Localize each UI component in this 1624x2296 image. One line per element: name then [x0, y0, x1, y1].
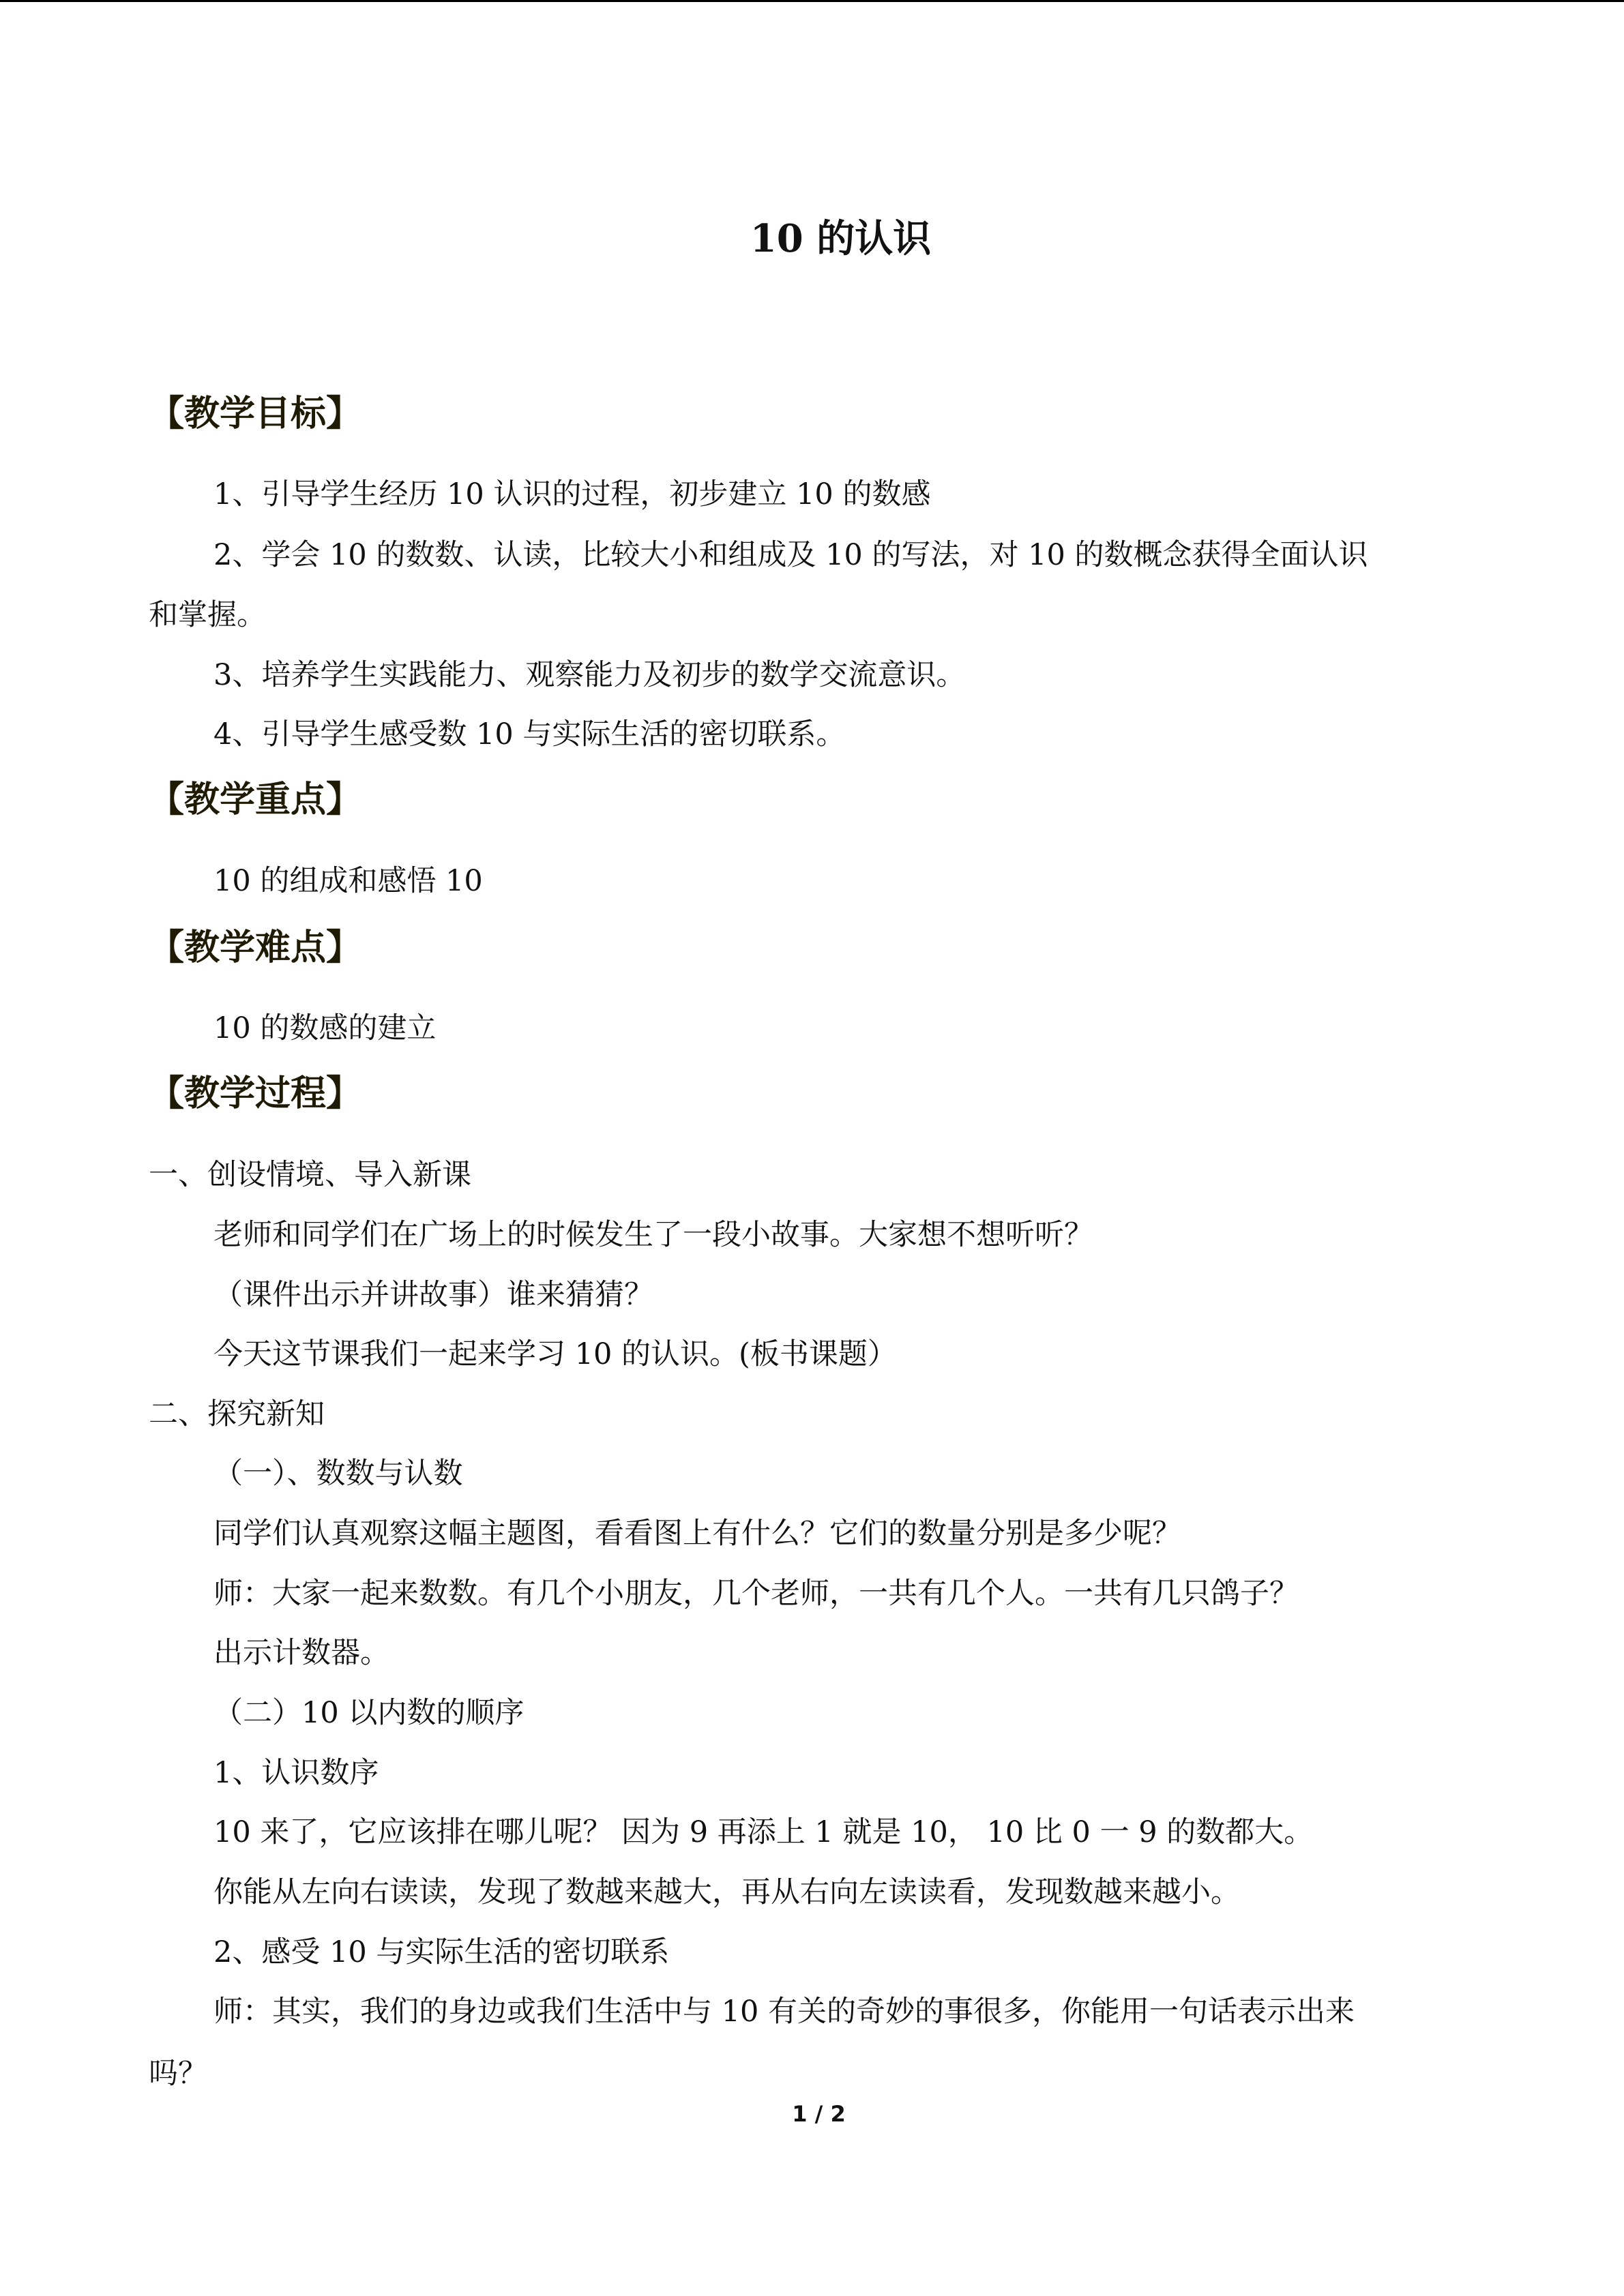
section-heading-difficulties: 【教学难点】: [149, 927, 362, 968]
process-line-continued: 吗？: [149, 2057, 207, 2091]
process-line: 2、感受 10 与实际生活的密切联系: [213, 1935, 670, 1969]
process-line: 师：大家一起来数数。有几个小朋友，几个老师，一共有几个人。一共有几只鸽子？: [213, 1577, 1299, 1611]
process-subheading-1: （一）、数数与认数: [213, 1457, 463, 1491]
goal-item-3: 3、培养学生实践能力、观察能力及初步的数学交流意识。: [213, 658, 966, 692]
goal-item-2-continued: 和掌握。: [149, 598, 266, 632]
section-heading-goals: 【教学目标】: [149, 393, 362, 434]
process-subheading-2: （二）10 以内数的顺序: [213, 1696, 525, 1730]
process-line: 今天这节课我们一起来学习 10 的认识。(板书课题）: [213, 1337, 897, 1371]
process-line: 10 来了，它应该排在哪儿呢？ 因为 9 再添上 1 就是 10， 10 比 0 一 9 的数都大。: [213, 1815, 1314, 1849]
goal-item-1: 1、引导学生经历 10 认识的过程，初步建立 10 的数感: [213, 477, 931, 511]
section-heading-process: 【教学过程】: [149, 1073, 362, 1114]
key-points-text: 10 的组成和感悟 10: [213, 864, 483, 898]
section-heading-key-points: 【教学重点】: [149, 779, 362, 820]
process-line: （课件出示并讲故事）谁来猜猜？: [213, 1278, 653, 1312]
process-line: 老师和同学们在广场上的时候发生了一段小故事。大家想不想听听？: [213, 1218, 1093, 1252]
process-line: 师：其实，我们的身边或我们生活中与 10 有关的奇妙的事很多，你能用一句话表示出来: [213, 1995, 1355, 2029]
process-step-heading-2: 二、探究新知: [149, 1397, 325, 1431]
goal-item-2: 2、学会 10 的数数、认读，比较大小和组成及 10 的写法，对 10 的数概念获得全面认识: [213, 538, 1368, 572]
top-border-line: [0, 0, 1624, 2]
process-line: 你能从左向右读读，发现了数越来越大，再从右向左读读看，发现数越来越小。: [213, 1875, 1240, 1909]
page-number: 1 / 2: [792, 2101, 846, 2127]
goal-item-4: 4、引导学生感受数 10 与实际生活的密切联系。: [213, 717, 846, 751]
process-line: 出示计数器。: [213, 1636, 389, 1670]
process-line: 同学们认真观察这幅主题图，看看图上有什么？它们的数量分别是多少呢？: [213, 1517, 1181, 1551]
process-line: 1、认识数序: [213, 1756, 379, 1790]
difficulties-text: 10 的数感的建立: [213, 1011, 437, 1045]
page-title: 10 的认识: [750, 216, 932, 261]
process-step-heading-1: 一、创设情境、导入新课: [149, 1158, 471, 1192]
